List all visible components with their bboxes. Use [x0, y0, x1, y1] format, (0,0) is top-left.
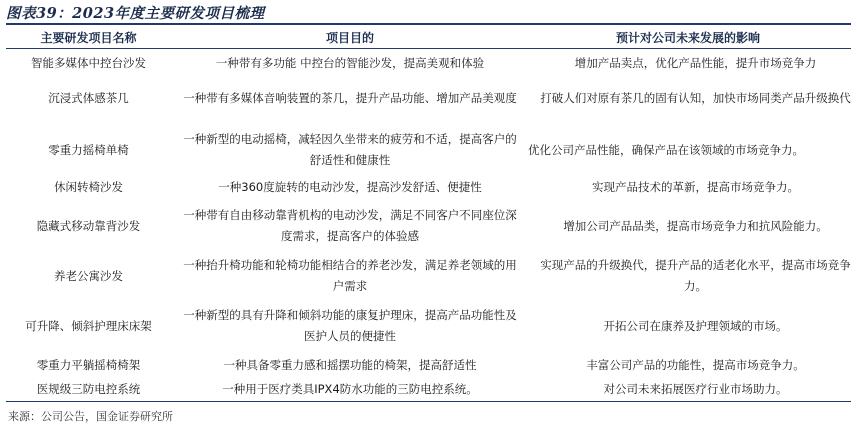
cell-impact: 优化公司产品性能，确保产品在该领域的市场竞争力。	[528, 142, 804, 157]
cell-impact: 开拓公司在康养及护理领域的市场。	[603, 318, 788, 333]
cell-project-goal: 一种具备零重力感和摇摆功能的椅架，提高舒适性	[223, 357, 477, 372]
cell-project-goal: 一种用于医疗类具IPX4防水功能的三防电控系统。	[222, 381, 478, 396]
table-row	[6, 354, 851, 376]
bottom-rule	[6, 401, 851, 402]
cell-impact: 实现产品的升级换代，提升产品的适老化水平，提高市场竞争力。	[540, 258, 851, 293]
cell-impact: 增加产品卖点，优化产品性能，提升市场竞争力	[574, 55, 817, 70]
top-rule	[6, 23, 851, 25]
cell-project-name: 零重力摇椅单椅	[48, 142, 129, 157]
header-project-name: 主要研发项目名称	[40, 31, 137, 45]
table-row	[6, 304, 851, 348]
figure-title: 图表39：2023年度主要研发项目梳理	[6, 5, 265, 22]
cell-project-name: 智能多媒体中控台沙发	[31, 55, 146, 70]
table-row	[6, 378, 851, 400]
header-rule	[6, 48, 851, 49]
cell-project-name: 休闲转椅沙发	[54, 179, 123, 194]
cell-impact: 实现产品技术的革新，提高市场竞争力。	[592, 179, 799, 194]
cell-impact: 对公司未来拓展医疗行业市场助力。	[603, 381, 788, 396]
cell-project-goal: 一种新型的具有升降和倾斜功能的康复护理床，提高产品功能性及医护人员的便捷性	[183, 308, 517, 343]
cell-project-name: 零重力平躺摇椅椅架	[36, 357, 141, 372]
cell-project-name: 养老公寓沙发	[54, 268, 123, 283]
table-row	[6, 52, 851, 74]
cell-impact: 丰富公司产品的功能性，提高市场竞争力。	[586, 357, 805, 372]
table-row	[6, 128, 851, 172]
table-row	[6, 254, 851, 298]
header-impact: 预计对公司未来发展的影响	[615, 31, 760, 45]
cell-project-goal: 一种带有多功能 中控台的智能沙发，提高美观和体验	[215, 55, 485, 70]
cell-impact: 增加公司产品品类，提高市场竞争力和抗风险能力。	[563, 218, 828, 233]
cell-project-name: 沉浸式体感茶几	[48, 90, 129, 105]
header-project-goal: 项目目的	[325, 31, 374, 45]
table-row	[6, 76, 851, 120]
cell-project-goal: 一种抬升椅功能和轮椅功能相结合的养老沙发，满足养老领域的用户需求	[183, 258, 517, 293]
cell-impact: 打破人们对原有茶几的固有认知，加快市场同类产品升级换代	[540, 90, 851, 105]
cell-project-name: 可升降、倾斜护理床床架	[25, 318, 152, 333]
cell-project-name: 隐藏式移动靠背沙发	[36, 218, 141, 233]
cell-project-goal: 一种带有自由移动靠背机构的电动沙发，满足不同客户不同座位深度需求，提高客户的体验感	[183, 208, 517, 243]
cell-project-goal: 一种新型的电动摇椅，减轻因久坐带来的疲劳和不适，提高客户的舒适性和健康性	[183, 132, 517, 167]
table-row	[6, 176, 851, 198]
cell-project-name: 医规级三防电控系统	[36, 381, 141, 396]
table-row	[6, 204, 851, 248]
cell-project-goal: 一种带有多媒体音响装置的茶几，提升产品功能、增加产品美观度	[183, 90, 517, 105]
source-note: 来源：公司公告，国金证券研究所	[8, 410, 173, 423]
cell-project-goal: 一种360度旋转的电动沙发，提高沙发舒适、便捷性	[218, 179, 482, 194]
